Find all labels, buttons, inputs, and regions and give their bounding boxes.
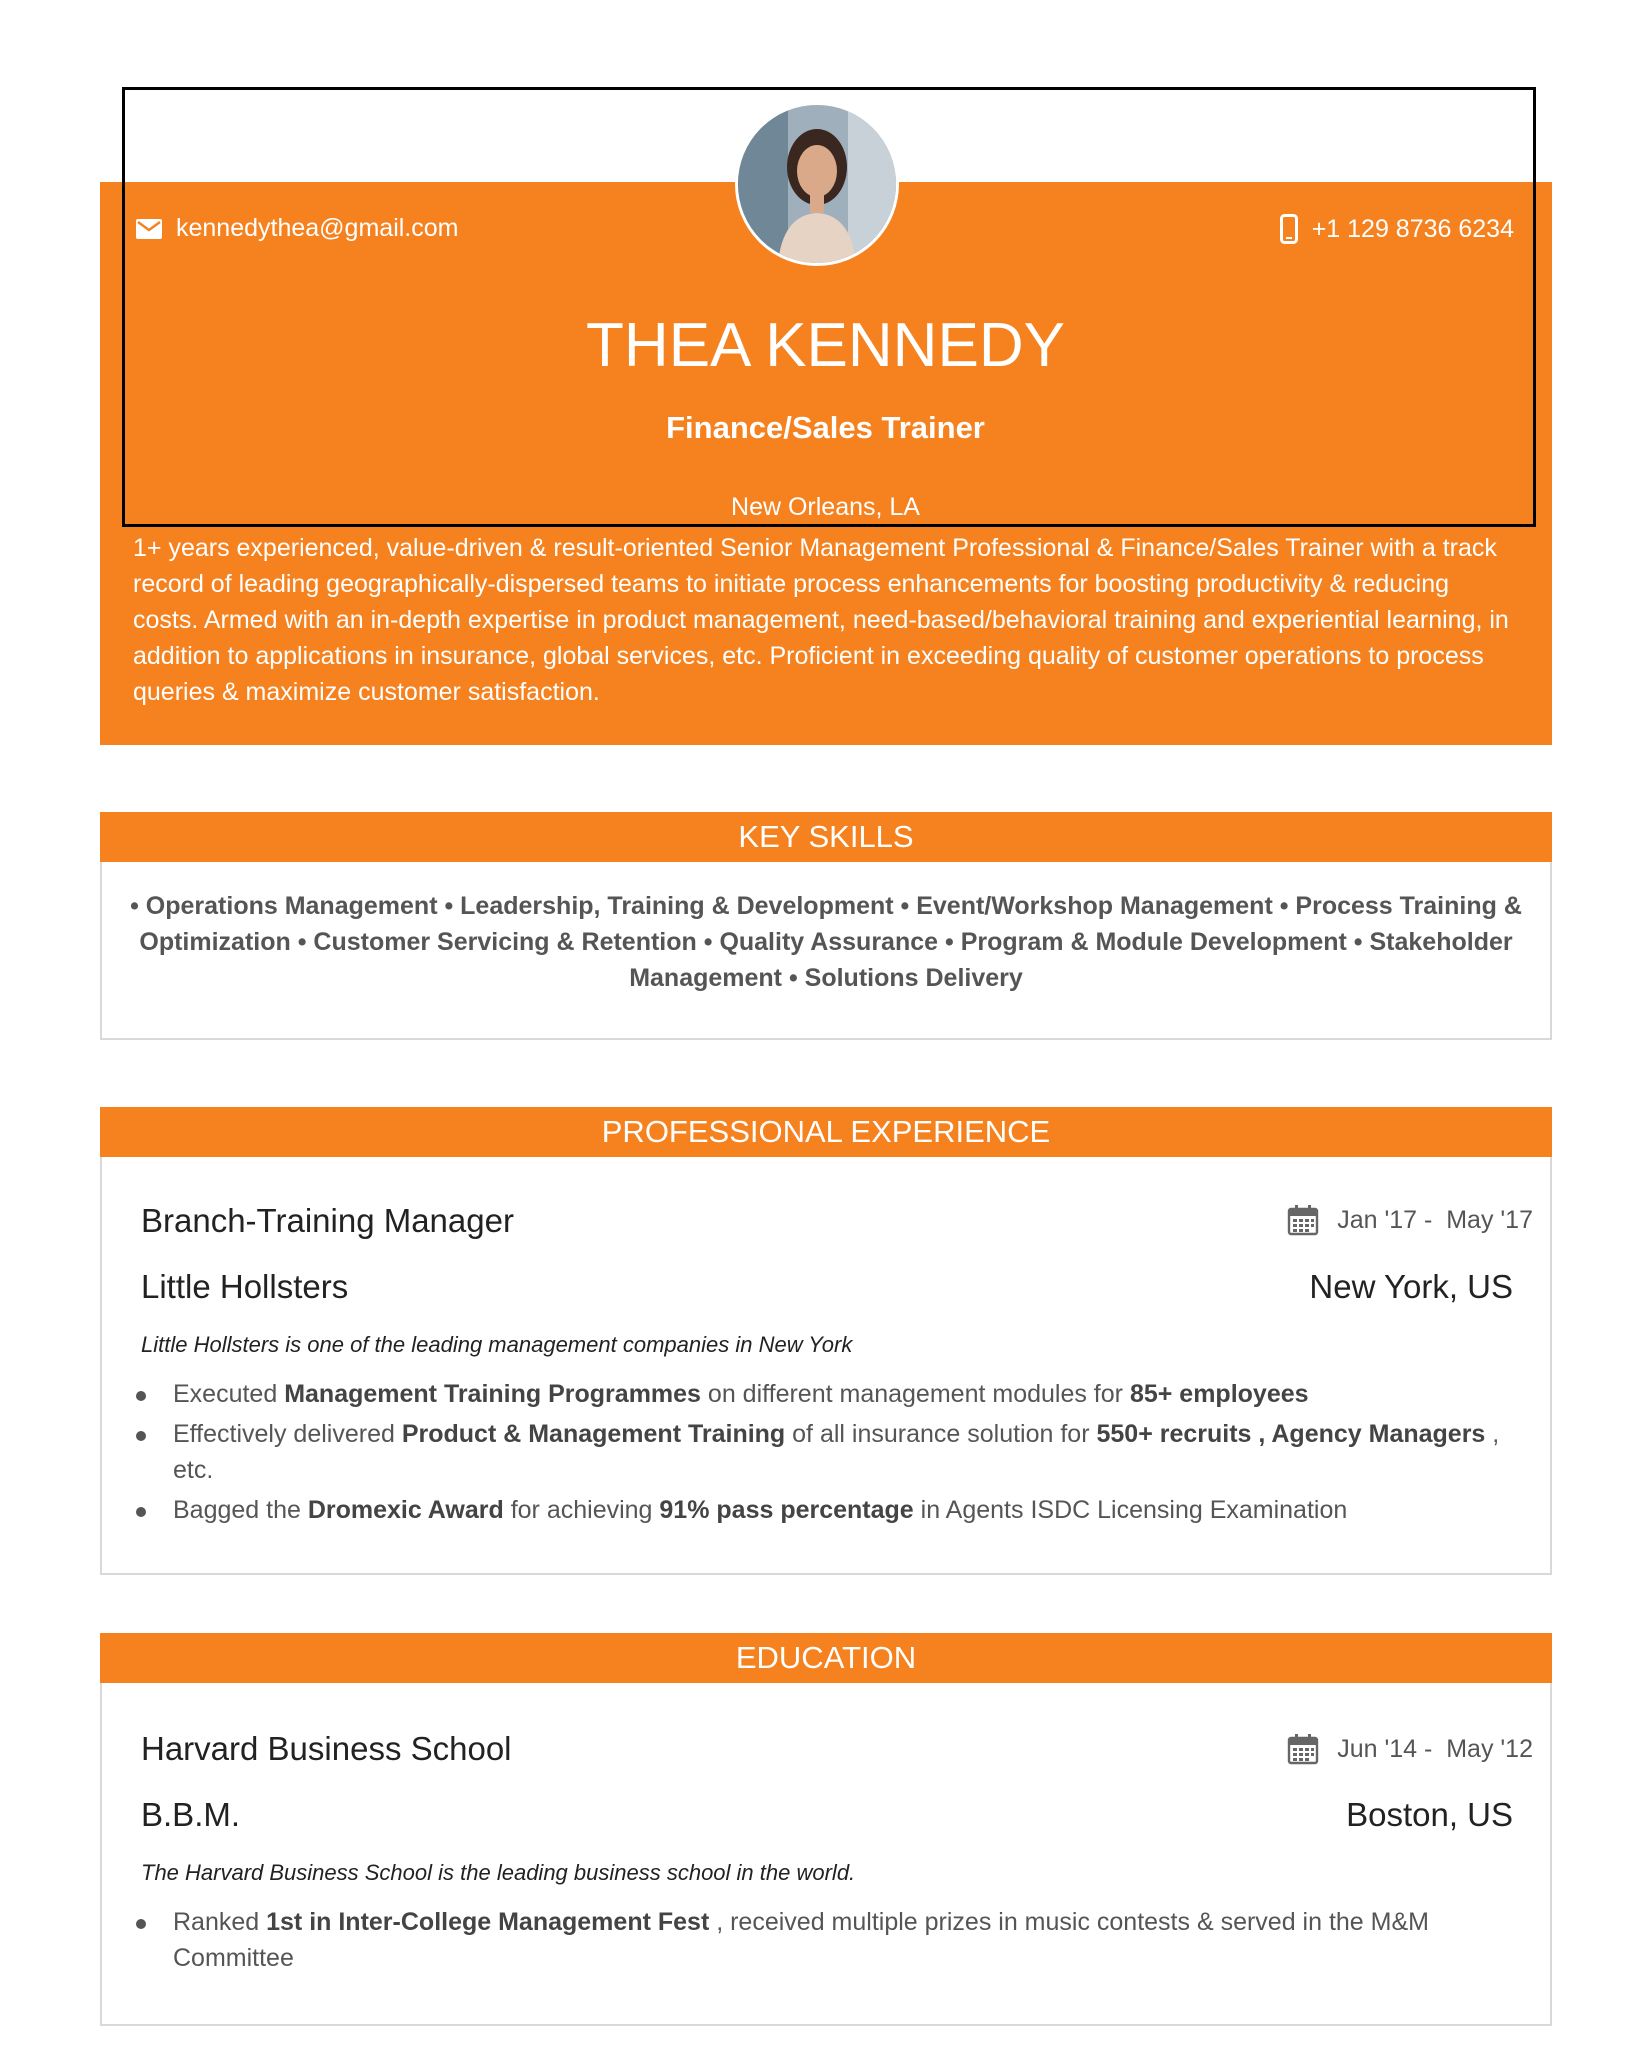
experience-dates [1287,1204,1533,1236]
phone-text[interactable]: +1 129 8736 6234 [1311,214,1514,243]
experience-description: Little Hollsters is one of the leading management companies in New York [141,1332,853,1357]
list-item: Effectively delivered Product & Management Training of all insurance solution for 550+ recruits , Agency Managers , etc. [133,1416,1533,1488]
list-item: Executed Management Training Programmes on different management modules for 85+ employees [133,1376,1533,1412]
key-skills-heading: KEY SKILLS [100,812,1552,862]
education-dates [1287,1733,1533,1765]
avatar [735,102,899,266]
education-bullets [133,1904,1533,1980]
education-school: Harvard Business School [141,1730,512,1767]
experience-heading: PROFESSIONAL EXPERIENCE [100,1107,1552,1157]
experience-company: Little Hollsters [141,1268,349,1305]
mail-icon [136,219,162,239]
candidate-name: THEA KENNEDY [586,311,1065,380]
experience-role: Branch-Training Manager [141,1202,514,1239]
experience-date-start: Jan '17 [1337,1205,1418,1234]
calendar-icon [1287,1733,1319,1765]
email-text[interactable]: kennedythea@gmail.com [176,214,459,242]
profile-summary: 1+ years experienced, value-driven & result-oriented Senior Management Professional & Finance/Sales Trainer with a track record of leading geographically-dispersed teams to initiate process enhancements for boosting productivity & reducing costs. Armed with an in-depth expertise in product management, need-based/behavioral training and experiential learning, in addition to applications in insurance, global services, etc. Proficient in exceeding quality of customer operations to process queries & maximize customer satisfaction. [133,534,1509,706]
education-location: Boston, US [1346,1796,1513,1833]
education-date-end: May '12 [1446,1734,1533,1763]
phone-icon [1280,214,1298,244]
experience-bullets [133,1376,1533,1532]
calendar-icon [1287,1204,1319,1236]
education-heading: EDUCATION [100,1633,1552,1683]
job-title: Finance/Sales Trainer [666,410,985,445]
email-contact[interactable] [136,214,458,243]
experience-location: New York, US [1309,1268,1513,1305]
phone-contact[interactable] [1280,214,1514,244]
experience-date-end: May '17 [1446,1205,1533,1234]
list-item: Ranked 1st in Inter-College Management Fest , received multiple prizes in music contests & served in the M&M Committee [133,1904,1533,1976]
key-skills-list: • Operations Management • Leadership, Training & Development • Event/Workshop Management • Process Training & Optimization • Customer Servicing & Retention • Quality Assurance • Program & Module Development • Stakeholder Management • Solutions Delivery [130,892,1522,992]
education-description: The Harvard Business School is the leading business school in the world. [141,1860,856,1885]
list-item: Bagged the Dromexic Award for achieving 91% pass percentage in Agents ISDC Licensing Examination [133,1492,1533,1528]
education-date-start: Jun '14 [1337,1734,1418,1763]
home-location: New Orleans, LA [731,493,920,521]
education-date-separator: - [1424,1734,1433,1763]
experience-date-separator: - [1424,1205,1433,1234]
education-degree: B.B.M. [141,1796,241,1833]
